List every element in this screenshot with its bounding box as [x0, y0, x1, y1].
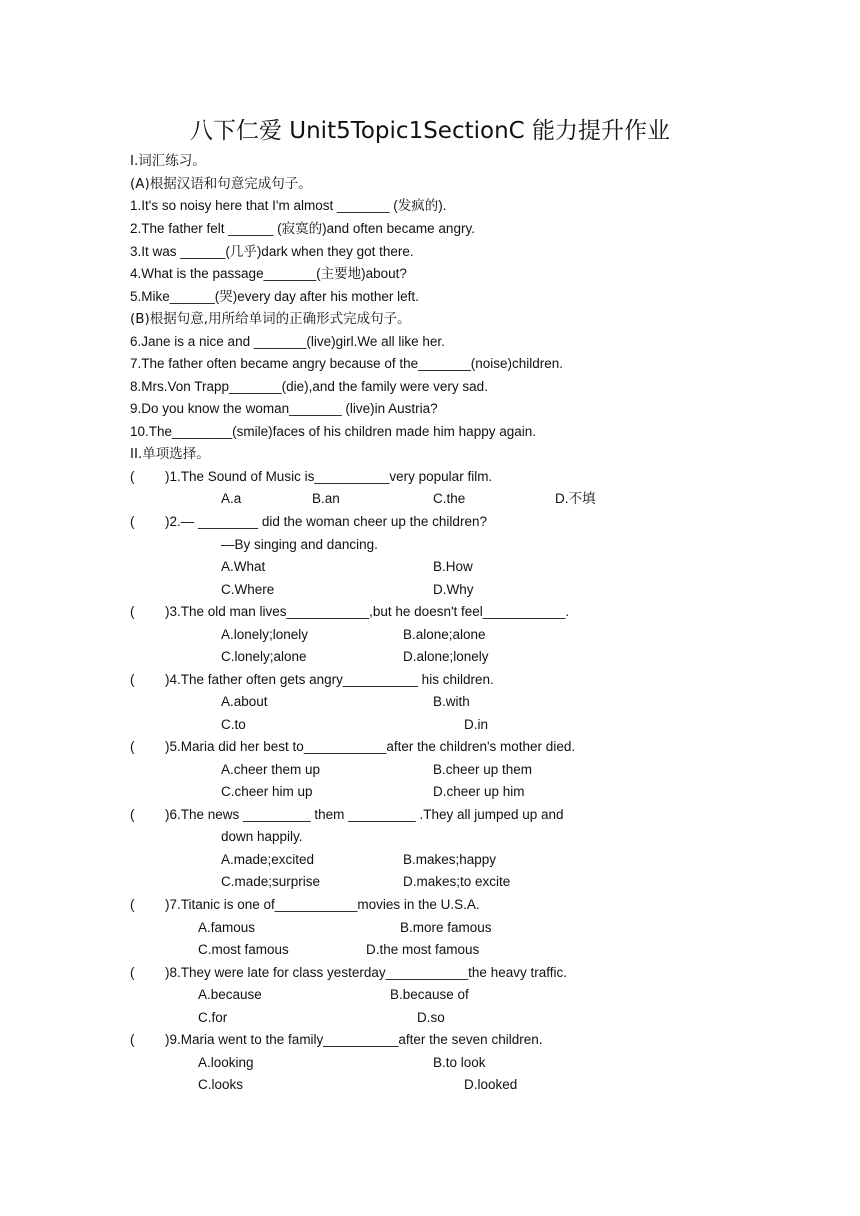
- section-1b-instruction: (B)根据句意,用所给单词的正确形式完成句子。: [130, 311, 411, 327]
- question-4-stem: )4.The father often gets angry__________ his children.: [165, 672, 494, 687]
- q1-option-d: D.不填: [555, 491, 596, 506]
- vocab-item-8: 8.Mrs.Von Trapp_______(die),and the family were very sad.: [130, 379, 488, 394]
- q7-option-a: A.famous: [198, 920, 256, 935]
- q6-option-d: D.makes;to excite: [403, 874, 511, 889]
- q9-option-c: C.looks: [198, 1077, 244, 1092]
- question-8-stem: )8.They were late for class yesterday___________the heavy traffic.: [165, 965, 567, 980]
- q8-option-b: B.because of: [390, 987, 469, 1002]
- answer-paren: (: [130, 897, 135, 912]
- q5-option-c: C.cheer him up: [221, 784, 313, 799]
- q4-option-b: B.with: [433, 694, 470, 709]
- q7-option-d: D.the most famous: [366, 942, 480, 957]
- q8-option-a: A.because: [198, 987, 262, 1002]
- q7-option-c: C.most famous: [198, 942, 289, 957]
- section-1a-instruction: (A)根据汉语和句意完成句子。: [130, 176, 312, 192]
- vocab-item-9: 9.Do you know the woman_______ (live)in Austria?: [130, 401, 438, 416]
- answer-paren: (: [130, 807, 135, 822]
- q6-option-b: B.makes;happy: [403, 852, 497, 867]
- q5-option-a: A.cheer them up: [221, 762, 321, 777]
- question-3-stem: )3.The old man lives___________,but he doesn't feel___________.: [165, 604, 570, 619]
- answer-paren: (: [130, 469, 135, 484]
- q1-option-c: C.the: [433, 491, 466, 506]
- q6-option-c: C.made;surprise: [221, 874, 321, 889]
- q2-option-a: A.What: [221, 559, 266, 574]
- q6-option-a: A.made;excited: [221, 852, 315, 867]
- q2-option-b: B.How: [433, 559, 473, 574]
- question-6-stem: )6.The news _________ them _________ .They all jumped up and: [165, 807, 564, 822]
- page-title: 八下仁爱 Unit5Topic1SectionC 能力提升作业: [189, 118, 671, 144]
- answer-paren: (: [130, 672, 135, 687]
- vocab-item-7: 7.The father often became angry because of the_______(noise)children.: [130, 356, 564, 371]
- vocab-item-1: 1.It's so noisy here that I'm almost _______ (发疯的).: [130, 198, 447, 213]
- q9-option-d: D.looked: [464, 1077, 518, 1092]
- question-2-response: —By singing and dancing.: [221, 537, 378, 552]
- vocab-item-5: 5.Mike______(哭)every day after his mother left.: [130, 289, 419, 304]
- question-2-stem: )2.— ________ did the woman cheer up the children?: [165, 514, 487, 529]
- q8-option-c: C.for: [198, 1010, 228, 1025]
- answer-paren: (: [130, 739, 135, 754]
- answer-paren: (: [130, 514, 135, 529]
- q7-option-b: B.more famous: [400, 920, 492, 935]
- question-5-stem: )5.Maria did her best to___________after the children's mother died.: [165, 739, 576, 754]
- answer-paren: (: [130, 1032, 135, 1047]
- question-9-stem: )9.Maria went to the family__________after the seven children.: [165, 1032, 543, 1047]
- q1-option-b: B.an: [312, 491, 340, 506]
- vocab-item-10: 10.The________(smile)faces of his children made him happy again.: [130, 424, 536, 439]
- q2-option-d: D.Why: [433, 582, 474, 597]
- q5-option-b: B.cheer up them: [433, 762, 533, 777]
- answer-paren: (: [130, 604, 135, 619]
- vocab-item-6: 6.Jane is a nice and _______(live)girl.We all like her.: [130, 334, 445, 349]
- question-1-stem: )1.The Sound of Music is__________very popular film.: [165, 469, 493, 484]
- section-1-heading: I.词汇练习。: [130, 153, 206, 169]
- q3-option-a: A.lonely;lonely: [221, 627, 309, 642]
- question-7-stem: )7.Titanic is one of___________movies in the U.S.A.: [165, 897, 480, 912]
- vocab-item-3: 3.It was ______(几乎)dark when they got there.: [130, 244, 414, 259]
- q4-option-d: D.in: [464, 717, 489, 732]
- q8-option-d: D.so: [417, 1010, 445, 1025]
- q3-option-d: D.alone;lonely: [403, 649, 489, 664]
- q9-option-a: A.looking: [198, 1055, 254, 1070]
- q5-option-d: D.cheer up him: [433, 784, 525, 799]
- q9-option-b: B.to look: [433, 1055, 486, 1070]
- q4-option-c: C.to: [221, 717, 246, 732]
- q4-option-a: A.about: [221, 694, 268, 709]
- q2-option-c: C.Where: [221, 582, 275, 597]
- section-2-heading: II.单项选择。: [130, 446, 210, 462]
- q1-option-a: A.a: [221, 491, 242, 506]
- answer-paren: (: [130, 965, 135, 980]
- vocab-item-4: 4.What is the passage_______(主要地)about?: [130, 266, 407, 281]
- q3-option-b: B.alone;alone: [403, 627, 486, 642]
- q3-option-c: C.lonely;alone: [221, 649, 307, 664]
- vocab-item-2: 2.The father felt ______ (寂寞的)and often became angry.: [130, 221, 475, 236]
- question-6-stem-continued: down happily.: [221, 829, 303, 844]
